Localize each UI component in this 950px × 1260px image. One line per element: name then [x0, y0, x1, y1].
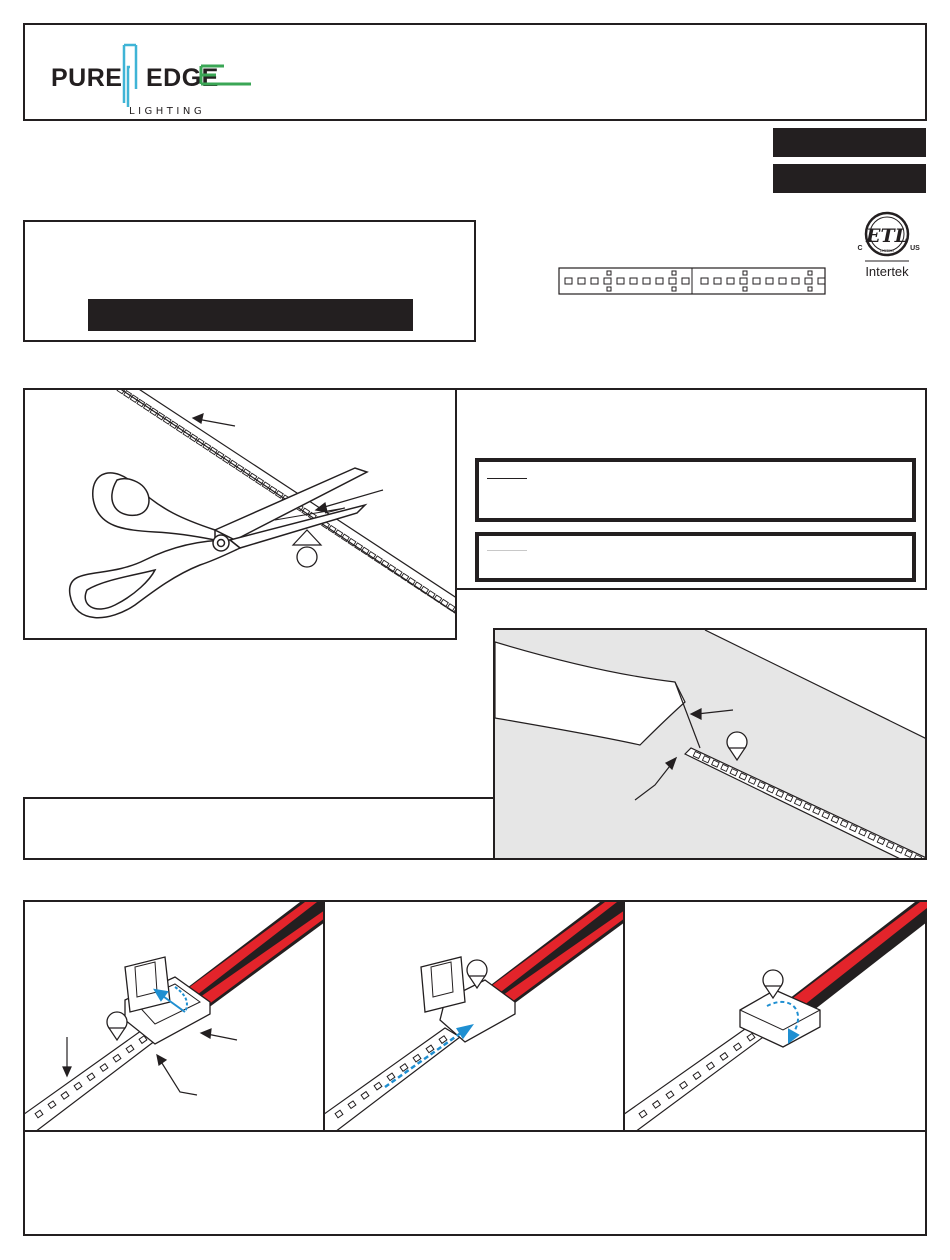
led-chip — [565, 278, 572, 284]
led-chip — [701, 278, 708, 284]
logo-text-edge: EDGE — [146, 64, 219, 92]
etl-c-mark: C — [857, 245, 863, 252]
led-chip — [792, 278, 799, 284]
peel-illustration-box — [493, 628, 927, 860]
etl-us-mark: US — [910, 245, 920, 252]
led-chip — [117, 390, 125, 394]
connector-steps-divider — [25, 1130, 925, 1132]
led-chip — [630, 278, 637, 284]
led-chip — [805, 278, 812, 284]
product-info-box — [23, 220, 476, 342]
led-chip — [740, 278, 747, 284]
warning-box-2 — [475, 532, 916, 582]
led-chip — [682, 278, 689, 284]
led-chip — [808, 271, 812, 275]
intertek-label: Intertek — [865, 264, 909, 279]
connector-step-2 — [325, 902, 625, 1132]
logo-text-pure: PURE — [51, 64, 123, 92]
led-chip — [923, 859, 927, 860]
warning-box-1-rule — [487, 478, 527, 479]
cut-point-marker-icon — [293, 530, 321, 567]
led-chip — [578, 278, 585, 284]
led-chip — [714, 278, 721, 284]
title-bar-2 — [773, 164, 926, 193]
led-chip — [656, 278, 663, 284]
led-chip — [607, 287, 611, 291]
led-chip — [779, 278, 786, 284]
connector-step-1 — [25, 902, 325, 1132]
led-chip — [808, 287, 812, 291]
connector-steps-box — [23, 900, 927, 1236]
connector-insert-illustration — [325, 902, 625, 1132]
title-bar-1 — [773, 128, 926, 157]
etl-listed-mark — [852, 205, 922, 285]
led-chip — [604, 278, 611, 284]
step1-marker-icon — [107, 1012, 127, 1040]
scissors-cut-illustration — [25, 390, 457, 640]
scissors-icon — [70, 468, 367, 618]
warning-box-2-rule — [487, 550, 527, 551]
peel-marker-icon — [727, 732, 747, 760]
header-box — [23, 23, 927, 121]
led-chip — [643, 278, 650, 284]
product-info-bar — [88, 299, 413, 331]
led-chip — [607, 271, 611, 275]
warning-box-1 — [475, 458, 916, 522]
led-chip — [672, 287, 676, 291]
led-chip — [617, 278, 624, 284]
led-chip — [743, 271, 747, 275]
led-chip — [591, 278, 598, 284]
led-chip — [753, 278, 760, 284]
led-chip — [669, 278, 676, 284]
logo-text-lighting: LIGHTING — [129, 106, 206, 117]
led-chip — [672, 271, 676, 275]
etl-listed-text: LISTED — [879, 248, 895, 253]
brand-logo — [51, 37, 271, 117]
led-chip — [818, 278, 825, 284]
adhesive-peel-illustration — [495, 630, 927, 860]
connector-close-illustration — [625, 902, 927, 1132]
etl-text: ETL — [866, 225, 908, 247]
peel-note-box — [23, 797, 495, 860]
connector-step-3 — [625, 902, 927, 1132]
led-chip — [727, 278, 734, 284]
led-chip — [743, 287, 747, 291]
cutting-text-box — [455, 388, 927, 590]
led-chip — [766, 278, 773, 284]
led-strip-diagram — [555, 262, 830, 298]
connector-open-illustration — [25, 902, 325, 1132]
cutting-illustration-box — [23, 388, 457, 640]
